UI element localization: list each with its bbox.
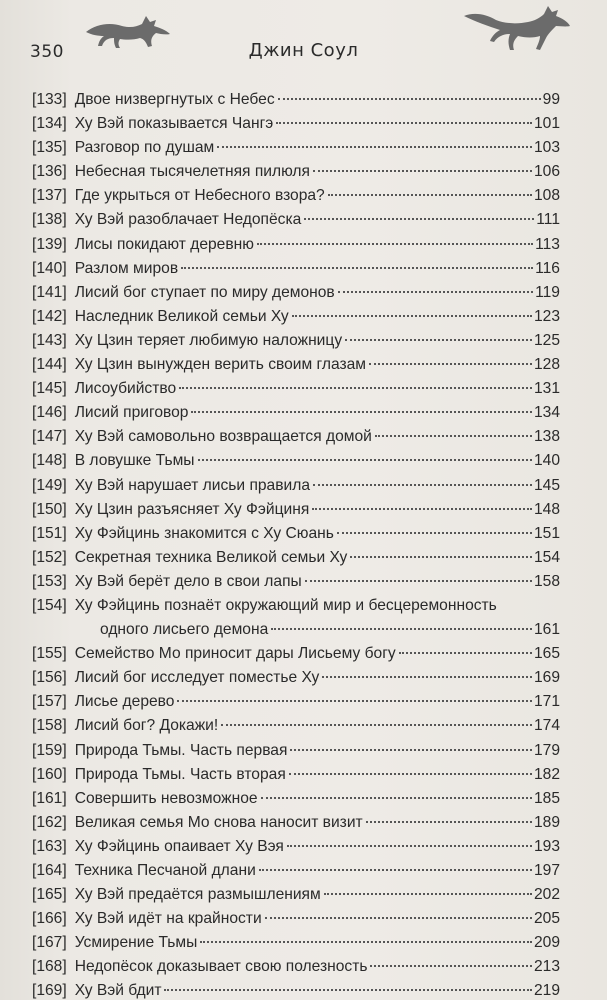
- toc-entry: [32, 305, 560, 329]
- toc-entry-title: Двое низвергнутых с Небес: [74, 91, 275, 108]
- toc-entry-page: 174: [533, 717, 560, 735]
- toc-entry-number: [135]: [32, 139, 67, 157]
- toc-entry-title: Ху Вэй самовольно возвращается домой: [74, 428, 372, 446]
- toc-entry: [32, 112, 560, 136]
- dot-leader: [304, 218, 534, 220]
- dot-leader: [292, 315, 532, 317]
- toc-entry-number: [144]: [32, 356, 67, 374]
- toc-entry-number: [154]: [32, 596, 67, 614]
- toc-entry-title: Совершить невозможное: [74, 789, 258, 807]
- toc-entry-number: [158]: [32, 717, 67, 735]
- toc-entry-title: Техника Песчаной длани: [74, 862, 256, 879]
- toc-entry-page: 151: [533, 524, 560, 542]
- toc-entry-number: [167]: [32, 934, 67, 952]
- toc-entry: [32, 835, 560, 859]
- toc-entry-title: В ловушке Тьмы: [74, 452, 195, 470]
- toc-entry-title: Ху Фэйцинь знакомится с Ху Сюань: [74, 524, 334, 542]
- dot-leader: [324, 893, 532, 895]
- toc-entry: [32, 233, 560, 257]
- toc-entry-number: [149]: [32, 476, 67, 494]
- toc-entry-title: Лисий приговор: [74, 404, 189, 422]
- toc-entry-title: Лисоубийство: [74, 380, 177, 398]
- dot-leader: [278, 98, 541, 100]
- dot-leader: [345, 339, 532, 341]
- dot-leader: [350, 556, 532, 558]
- toc-entry-page: 213: [533, 958, 560, 976]
- toc-entry-page: 165: [533, 645, 560, 663]
- toc-entry: [32, 88, 560, 112]
- toc-entry: [32, 883, 560, 907]
- toc-entry: [32, 931, 560, 955]
- toc-entry-number: [147]: [32, 428, 67, 446]
- toc-entry-number: [143]: [32, 331, 67, 349]
- dot-leader: [177, 700, 532, 702]
- toc-entry-title: Усмирение Тьмы: [74, 934, 198, 952]
- dot-leader: [287, 845, 532, 847]
- toc-entry-number: [148]: [32, 452, 67, 470]
- toc-entry: [32, 401, 560, 425]
- toc-entry-title: Ху Вэй идёт на крайности: [74, 910, 262, 928]
- toc-entry-page: 123: [533, 307, 560, 325]
- page-number: 350: [30, 42, 64, 62]
- toc-entry: [32, 666, 560, 690]
- toc-entry-title: Ху Цзин разъясняет Ху Фэйциня: [74, 500, 310, 518]
- toc-entry-page: 111: [536, 211, 560, 229]
- dot-leader: [322, 676, 532, 678]
- toc-entry-title: Ху Цзин вынужден верить своим глазам: [74, 356, 367, 374]
- toc-entry-number: [164]: [32, 862, 67, 879]
- toc-entry: [32, 449, 560, 473]
- dot-leader: [276, 122, 532, 124]
- toc-entry-title: Лисий бог исследует поместье Ху: [74, 669, 320, 687]
- toc-entry-page: 158: [533, 572, 560, 590]
- toc-entry-number: [166]: [32, 910, 67, 928]
- dot-leader: [338, 291, 533, 293]
- toc-entry: [32, 425, 560, 449]
- dot-leader: [328, 194, 532, 196]
- table-of-contents: [32, 88, 560, 1000]
- toc-entry: [32, 763, 560, 787]
- toc-entry-number: [161]: [32, 789, 67, 807]
- toc-entry-page: 161: [533, 621, 560, 639]
- toc-entry: [32, 714, 560, 738]
- dot-leader: [191, 411, 531, 413]
- toc-entry-number: [165]: [32, 886, 67, 904]
- toc-entry: [32, 353, 560, 377]
- toc-entry-title: Недопёсок доказывает свою полезность: [74, 958, 368, 976]
- toc-entry: [32, 787, 560, 811]
- toc-entry: [32, 474, 560, 498]
- toc-entry-number: [137]: [32, 187, 67, 205]
- toc-entry-number: [139]: [32, 235, 67, 253]
- toc-entry-page: 197: [533, 862, 560, 879]
- dot-leader: [312, 508, 532, 510]
- toc-entry-page: 185: [533, 789, 560, 807]
- toc-entry: [32, 184, 560, 208]
- dot-leader: [200, 941, 532, 943]
- toc-entry-title: Ху Вэй разоблачает Недопёска: [74, 211, 302, 229]
- toc-entry: [32, 594, 560, 642]
- toc-entry-title: Семейство Мо приносит дары Лисьему богу: [74, 645, 396, 663]
- toc-entry-number: [146]: [32, 404, 67, 422]
- toc-entry: [32, 739, 560, 763]
- toc-entry-title-continued: одного лисьего демона: [100, 621, 269, 639]
- toc-entry: [32, 522, 560, 546]
- toc-entry-title: Секретная техника Великой семьи Ху: [74, 548, 348, 566]
- toc-entry-number: [145]: [32, 380, 67, 398]
- toc-entry-number: [134]: [32, 115, 67, 133]
- toc-entry: [32, 208, 560, 232]
- dot-leader: [271, 628, 532, 630]
- toc-entry: [32, 955, 560, 979]
- toc-entry-title: Лисий бог? Докажи!: [74, 717, 219, 735]
- toc-entry-number: [157]: [32, 693, 67, 711]
- toc-entry-page: 106: [533, 163, 560, 181]
- toc-entry-title: Наследник Великой семьи Ху: [74, 307, 289, 325]
- toc-entry-number: [160]: [32, 765, 67, 783]
- fox-icon: [462, 4, 572, 52]
- toc-entry-page: 103: [533, 139, 560, 157]
- toc-entry-title: Великая семья Мо снова наносит визит: [74, 813, 363, 831]
- toc-entry-title: Ху Вэй берёт дело в свои лапы: [74, 572, 302, 590]
- toc-entry-page: 179: [533, 741, 560, 759]
- toc-entry: [32, 498, 560, 522]
- toc-entry-title: Ху Фэйцинь познаёт окружающий мир и бесцеремонность: [74, 596, 497, 614]
- toc-entry-page: 209: [533, 934, 560, 952]
- toc-entry-page: 148: [533, 500, 560, 518]
- dot-leader: [257, 243, 533, 245]
- toc-entry-number: [152]: [32, 548, 67, 566]
- toc-entry: [32, 546, 560, 570]
- dot-leader: [366, 821, 532, 823]
- dot-leader: [181, 267, 533, 269]
- toc-entry-number: [163]: [32, 837, 67, 855]
- dot-leader: [375, 435, 532, 437]
- dot-leader: [179, 387, 532, 389]
- toc-entry-title: Небесная тысячелетняя пилюля: [74, 163, 310, 181]
- dot-leader: [313, 484, 532, 486]
- toc-entry-number: [138]: [32, 211, 67, 229]
- toc-entry-page: 99: [542, 91, 560, 108]
- dot-leader: [337, 532, 532, 534]
- toc-entry: [32, 979, 560, 1000]
- toc-entry-title: Ху Вэй показывается Чангэ: [74, 115, 274, 133]
- toc-entry: [32, 907, 560, 931]
- toc-entry-page: 113: [535, 235, 560, 253]
- toc-entry-page: 193: [533, 837, 560, 855]
- dot-leader: [259, 869, 532, 871]
- dot-leader: [369, 363, 532, 365]
- toc-entry-number: [141]: [32, 283, 67, 301]
- dot-leader: [198, 459, 532, 461]
- toc-entry-page: 128: [533, 356, 560, 374]
- toc-entry-number: [162]: [32, 813, 67, 831]
- toc-entry-title: Ху Вэй нарушает лисьи правила: [74, 476, 310, 494]
- toc-entry-page: 138: [533, 428, 560, 446]
- toc-entry-number: [140]: [32, 259, 67, 277]
- dot-leader: [221, 724, 532, 726]
- toc-entry-page: 108: [533, 187, 560, 205]
- toc-entry: [32, 160, 560, 184]
- toc-entry-title: Природа Тьмы. Часть первая: [74, 741, 288, 759]
- toc-entry-page: 116: [535, 259, 560, 277]
- dot-leader: [313, 170, 532, 172]
- toc-entry-title: Где укрыться от Небесного взора?: [74, 187, 325, 205]
- dot-leader: [261, 797, 532, 799]
- toc-entry-page: 169: [533, 669, 560, 687]
- toc-entry-title: Разговор по душам: [74, 139, 215, 157]
- dot-leader: [217, 146, 532, 148]
- toc-entry-title: Лисы покидают деревню: [74, 235, 254, 253]
- toc-entry: [32, 281, 560, 305]
- running-head: Джин Соул: [248, 40, 359, 61]
- toc-entry-page: 202: [533, 886, 560, 904]
- toc-entry-number: [168]: [32, 958, 67, 976]
- dot-leader: [370, 965, 531, 967]
- toc-entry-page: 205: [533, 910, 560, 928]
- dot-leader: [305, 580, 532, 582]
- toc-entry-page: 171: [533, 693, 560, 711]
- dot-leader: [290, 749, 532, 751]
- toc-entry-page: 182: [533, 765, 560, 783]
- toc-entry-number: [159]: [32, 741, 67, 759]
- toc-entry-page: 119: [535, 283, 560, 301]
- toc-entry: [32, 377, 560, 401]
- dot-leader: [289, 773, 532, 775]
- toc-entry-number: [136]: [32, 163, 67, 181]
- toc-entry: [32, 257, 560, 281]
- dot-leader: [265, 917, 532, 919]
- toc-entry-number: [153]: [32, 572, 67, 590]
- toc-entry-title: Лисий бог ступает по миру демонов: [74, 283, 335, 301]
- toc-entry-page: 125: [533, 331, 560, 349]
- toc-entry-title: Ху Цзин теряет любимую наложницу: [74, 331, 343, 349]
- toc-entry-number: [151]: [32, 524, 67, 542]
- toc-entry: [32, 136, 560, 160]
- toc-entry-number: [142]: [32, 307, 67, 325]
- toc-entry-page: 145: [533, 476, 560, 494]
- toc-entry-number: [150]: [32, 500, 67, 518]
- toc-entry-page: 189: [533, 813, 560, 831]
- toc-entry-title: Ху Вэй бдит: [74, 982, 162, 1000]
- toc-entry: [32, 859, 560, 883]
- toc-entry: [32, 642, 560, 666]
- toc-entry-page: 154: [533, 548, 560, 566]
- toc-entry: [32, 811, 560, 835]
- dot-leader: [164, 989, 532, 991]
- toc-entry-title: Разлом миров: [74, 259, 179, 277]
- toc-entry-title: Лисье дерево: [74, 693, 175, 711]
- toc-entry-title: Ху Вэй предаётся размышлениям: [74, 886, 321, 904]
- toc-entry-title: Природа Тьмы. Часть вторая: [74, 765, 286, 783]
- toc-entry-number: [155]: [32, 645, 67, 663]
- toc-entry-number: [156]: [32, 669, 67, 687]
- toc-entry-number: [133]: [32, 91, 67, 108]
- toc-entry-page: 101: [533, 115, 560, 133]
- toc-entry-page: 140: [533, 452, 560, 470]
- toc-entry-page: 134: [533, 404, 560, 422]
- page-header: [0, 0, 607, 90]
- toc-entry-title: Ху Фэйцинь опаивает Ху Вэя: [74, 837, 284, 855]
- dot-leader: [399, 652, 532, 654]
- toc-entry: [32, 690, 560, 714]
- toc-entry: [32, 329, 560, 353]
- toc-entry-page: 219: [533, 982, 560, 1000]
- toc-entry-number: [169]: [32, 982, 67, 1000]
- toc-entry-page: 131: [533, 380, 560, 398]
- toc-entry: [32, 570, 560, 594]
